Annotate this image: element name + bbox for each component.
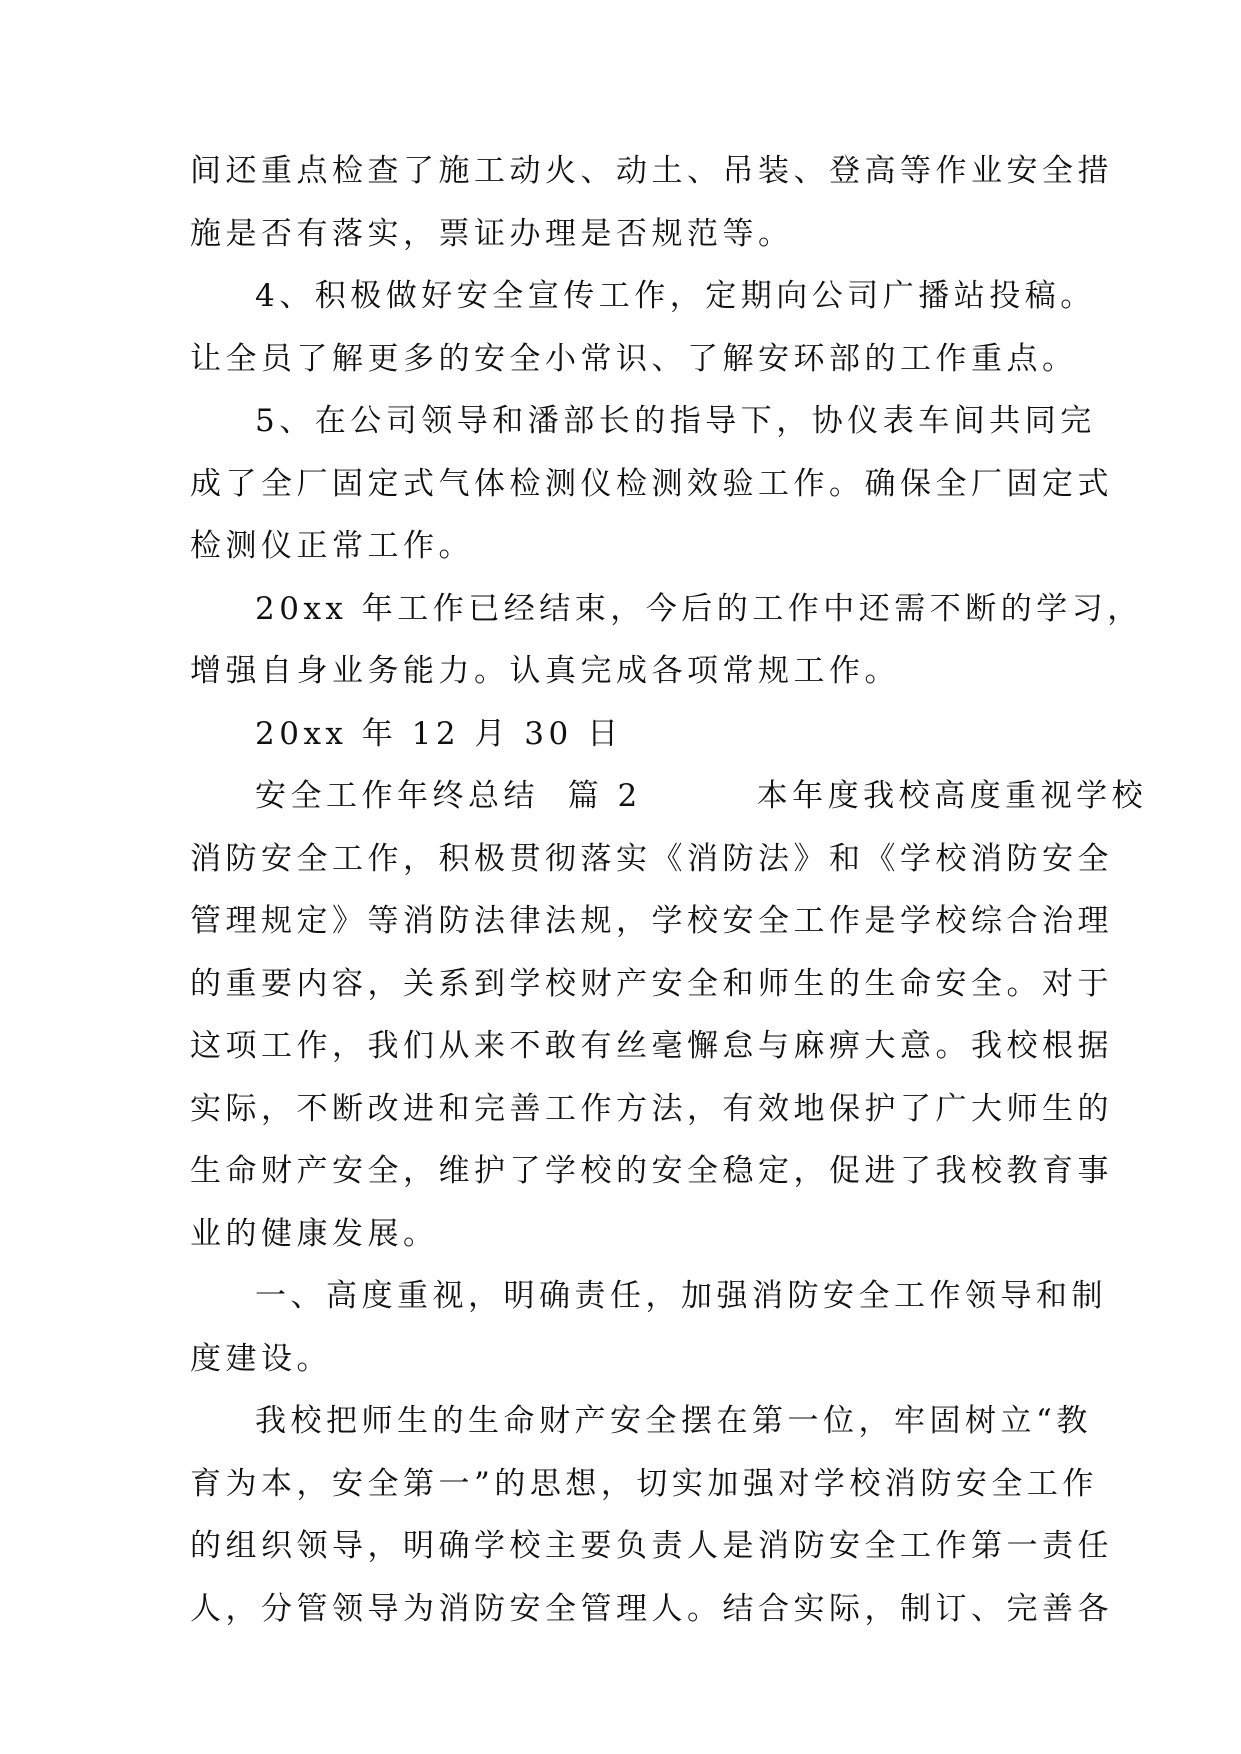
text-line-7: 检测仪正常工作。 — [190, 528, 474, 564]
text-line-6: 成了全厂固定式气体检测仪检测效验工作。确保全厂固定式 — [190, 466, 1113, 502]
text-line-18: 业的健康发展。 — [190, 1216, 439, 1252]
text-line-20: 度建设。 — [190, 1341, 332, 1377]
text-line-3: 4、积极做好安全宣传工作，定期向公司广播站投稿。 — [255, 278, 1096, 314]
section-heading-line: 安全工作年终总结 篇 2 本年度我校高度重视学校 — [255, 778, 1148, 814]
text-line-9: 增强自身业务能力。认真完成各项常规工作。 — [190, 653, 900, 689]
text-line-8: 20xx 年工作已经结束，今后的工作中还需不断的学习， — [255, 591, 1143, 627]
text-line-4: 让全员了解更多的安全小常识、了解安环部的工作重点。 — [190, 341, 1078, 377]
text-line-5: 5、在公司领导和潘部长的指导下，协仪表车间共同完 — [255, 403, 1096, 439]
text-line-16: 实际，不断改进和完善工作方法，有效地保护了广大师生的 — [190, 1091, 1113, 1127]
text-line-1: 间还重点检查了施工动火、动土、吊装、登高等作业安全措 — [190, 153, 1113, 189]
date-line: 20xx 年 12 月 30 日 — [255, 716, 623, 752]
text-line-14: 的重要内容，关系到学校财产安全和师生的生命安全。对于 — [190, 966, 1113, 1002]
text-line-22: 育为本，安全第一”的思想，切实加强对学校消防安全工作 — [190, 1466, 1098, 1502]
text-line-2: 施是否有落实，票证办理是否规范等。 — [190, 216, 794, 252]
text-line-19: 一、高度重视，明确责任，加强消防安全工作领导和制 — [255, 1278, 1107, 1314]
text-line-17: 生命财产安全，维护了学校的安全稳定，促进了我校教育事 — [190, 1153, 1113, 1189]
text-line-12: 消防安全工作，积极贯彻落实《消防法》和《学校消防安全 — [190, 841, 1113, 877]
text-line-23: 的组织领导，明确学校主要负责人是消防安全工作第一责任 — [190, 1528, 1113, 1564]
text-line-13: 管理规定》等消防法律法规，学校安全工作是学校综合治理 — [190, 903, 1113, 939]
text-line-15: 这项工作，我们从来不敢有丝毫懈怠与麻痹大意。我校根据 — [190, 1028, 1113, 1064]
text-line-24: 人，分管领导为消防安全管理人。结合实际，制订、完善各 — [190, 1591, 1113, 1627]
text-line-21: 我校把师生的生命财产安全摆在第一位，牢固树立“教 — [255, 1403, 1092, 1439]
